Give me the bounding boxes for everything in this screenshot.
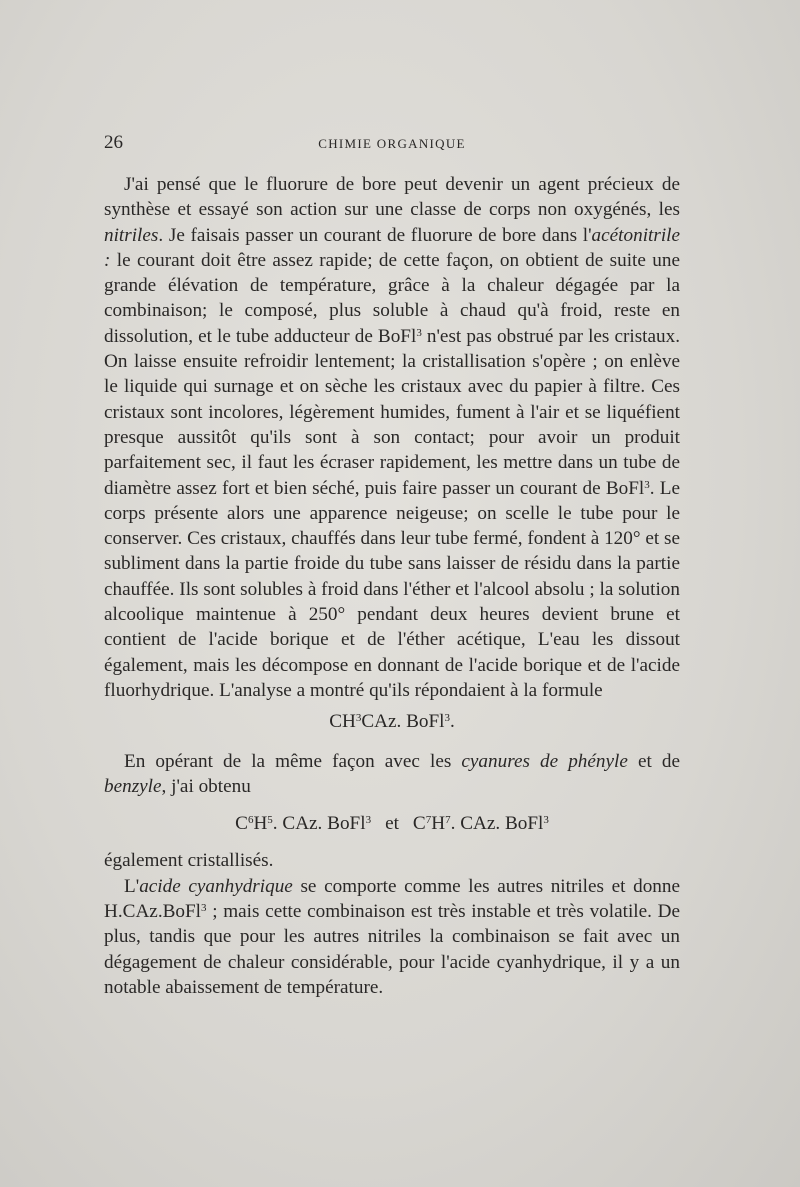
formula-phenyl-benzyl: $C^6H^5$. CAz. BoFl$^3$ et $C^7H^7$. CAz. BoFl$^3$ — [235, 813, 549, 835]
italic-term: nitriles — [104, 224, 159, 246]
formula-acetonitrile: $CH^3CAz$. BoFl$^3$. — [329, 711, 455, 733]
body-text — [104, 172, 680, 1000]
paragraph-crystallized: également cristallisés. — [104, 850, 274, 872]
paragraph-cyanures: En opérant de la même façon avec les cyanures de phényle et de benzyle, j'ai obtenu — [104, 750, 680, 797]
italic-term: acide cyanhydrique — [139, 875, 293, 897]
page-number: 26 — [104, 132, 123, 153]
italic-term: acétonitrile : — [104, 224, 680, 271]
italic-term: cyanures de phényle — [461, 750, 628, 772]
page-header — [104, 132, 680, 158]
running-title: CHIMIE ORGANIQUE — [318, 136, 466, 151]
paragraph-cyanhydric-acid: L'acide cyanhydrique se comporte comme les autres nitriles et donne H.CAz.BoFl$^3$ ; mais cette combinaison est très instable et très volatile. De plus, tandis que pour les autres nitriles la combinaison se fait avec un dégagement de chaleur considérable, pour l'acide cyanhydrique, il y a un notable abaissement de température. — [104, 875, 680, 998]
paragraph-nitriles: J'ai pensé que le fluorure de bore peut devenir un agent précieux de synthèse et essayé son action sur une classe de corps non oxygénés, les nitriles. Je faisais passer un courant de fluorure de bore dans l'acétonitrile : le courant doit être assez rapide; de cette façon, on obtient de suite une grande élévation de température, grâce à la chaleur dégagée par la combinaison; le composé, plus soluble à chaud qu'à froid, reste en dissolution, et le tube adducteur de BoFl$^3$ n'est pas obstrué par les cristaux. On laisse ensuite refroidir lentement; la cristallisation s'opère ; on enlève le liquide qui surnage et on sèche les cristaux avec du papier à filtre. Ces cristaux sont incolores, légèrement humides, fument à l'air et se liquéfient presque aussitôt qu'ils sont à son contact; pour avoir un produit parfaitement sec, il faut les écraser rapidement, les mettre dans un tube de diamètre assez fort et bien séché, puis faire passer un courant de BoFl$^3$. Le corps présente alors une apparence neigeuse; on scelle le tube pour le conserver. Ces cristaux, chauffés dans leur tube fermé, fondent à 120° et se subliment dans la partie froide du tube sans laisser de résidu dans la partie chauffée. Ils sont solubles à froid dans l'éther et l'alcool absolu ; la solution alcoolique maintenue à 250° pendant deux heures devient brune et contient de l'acide borique et de l'éther acétique, L'eau les dissout également, mais les décompose en donnant de l'acide borique et de l'acide fluorhydrique. L'analyse a montré qu'ils répondaient à la formule — [104, 174, 680, 701]
italic-term: benzyle — [104, 775, 162, 797]
